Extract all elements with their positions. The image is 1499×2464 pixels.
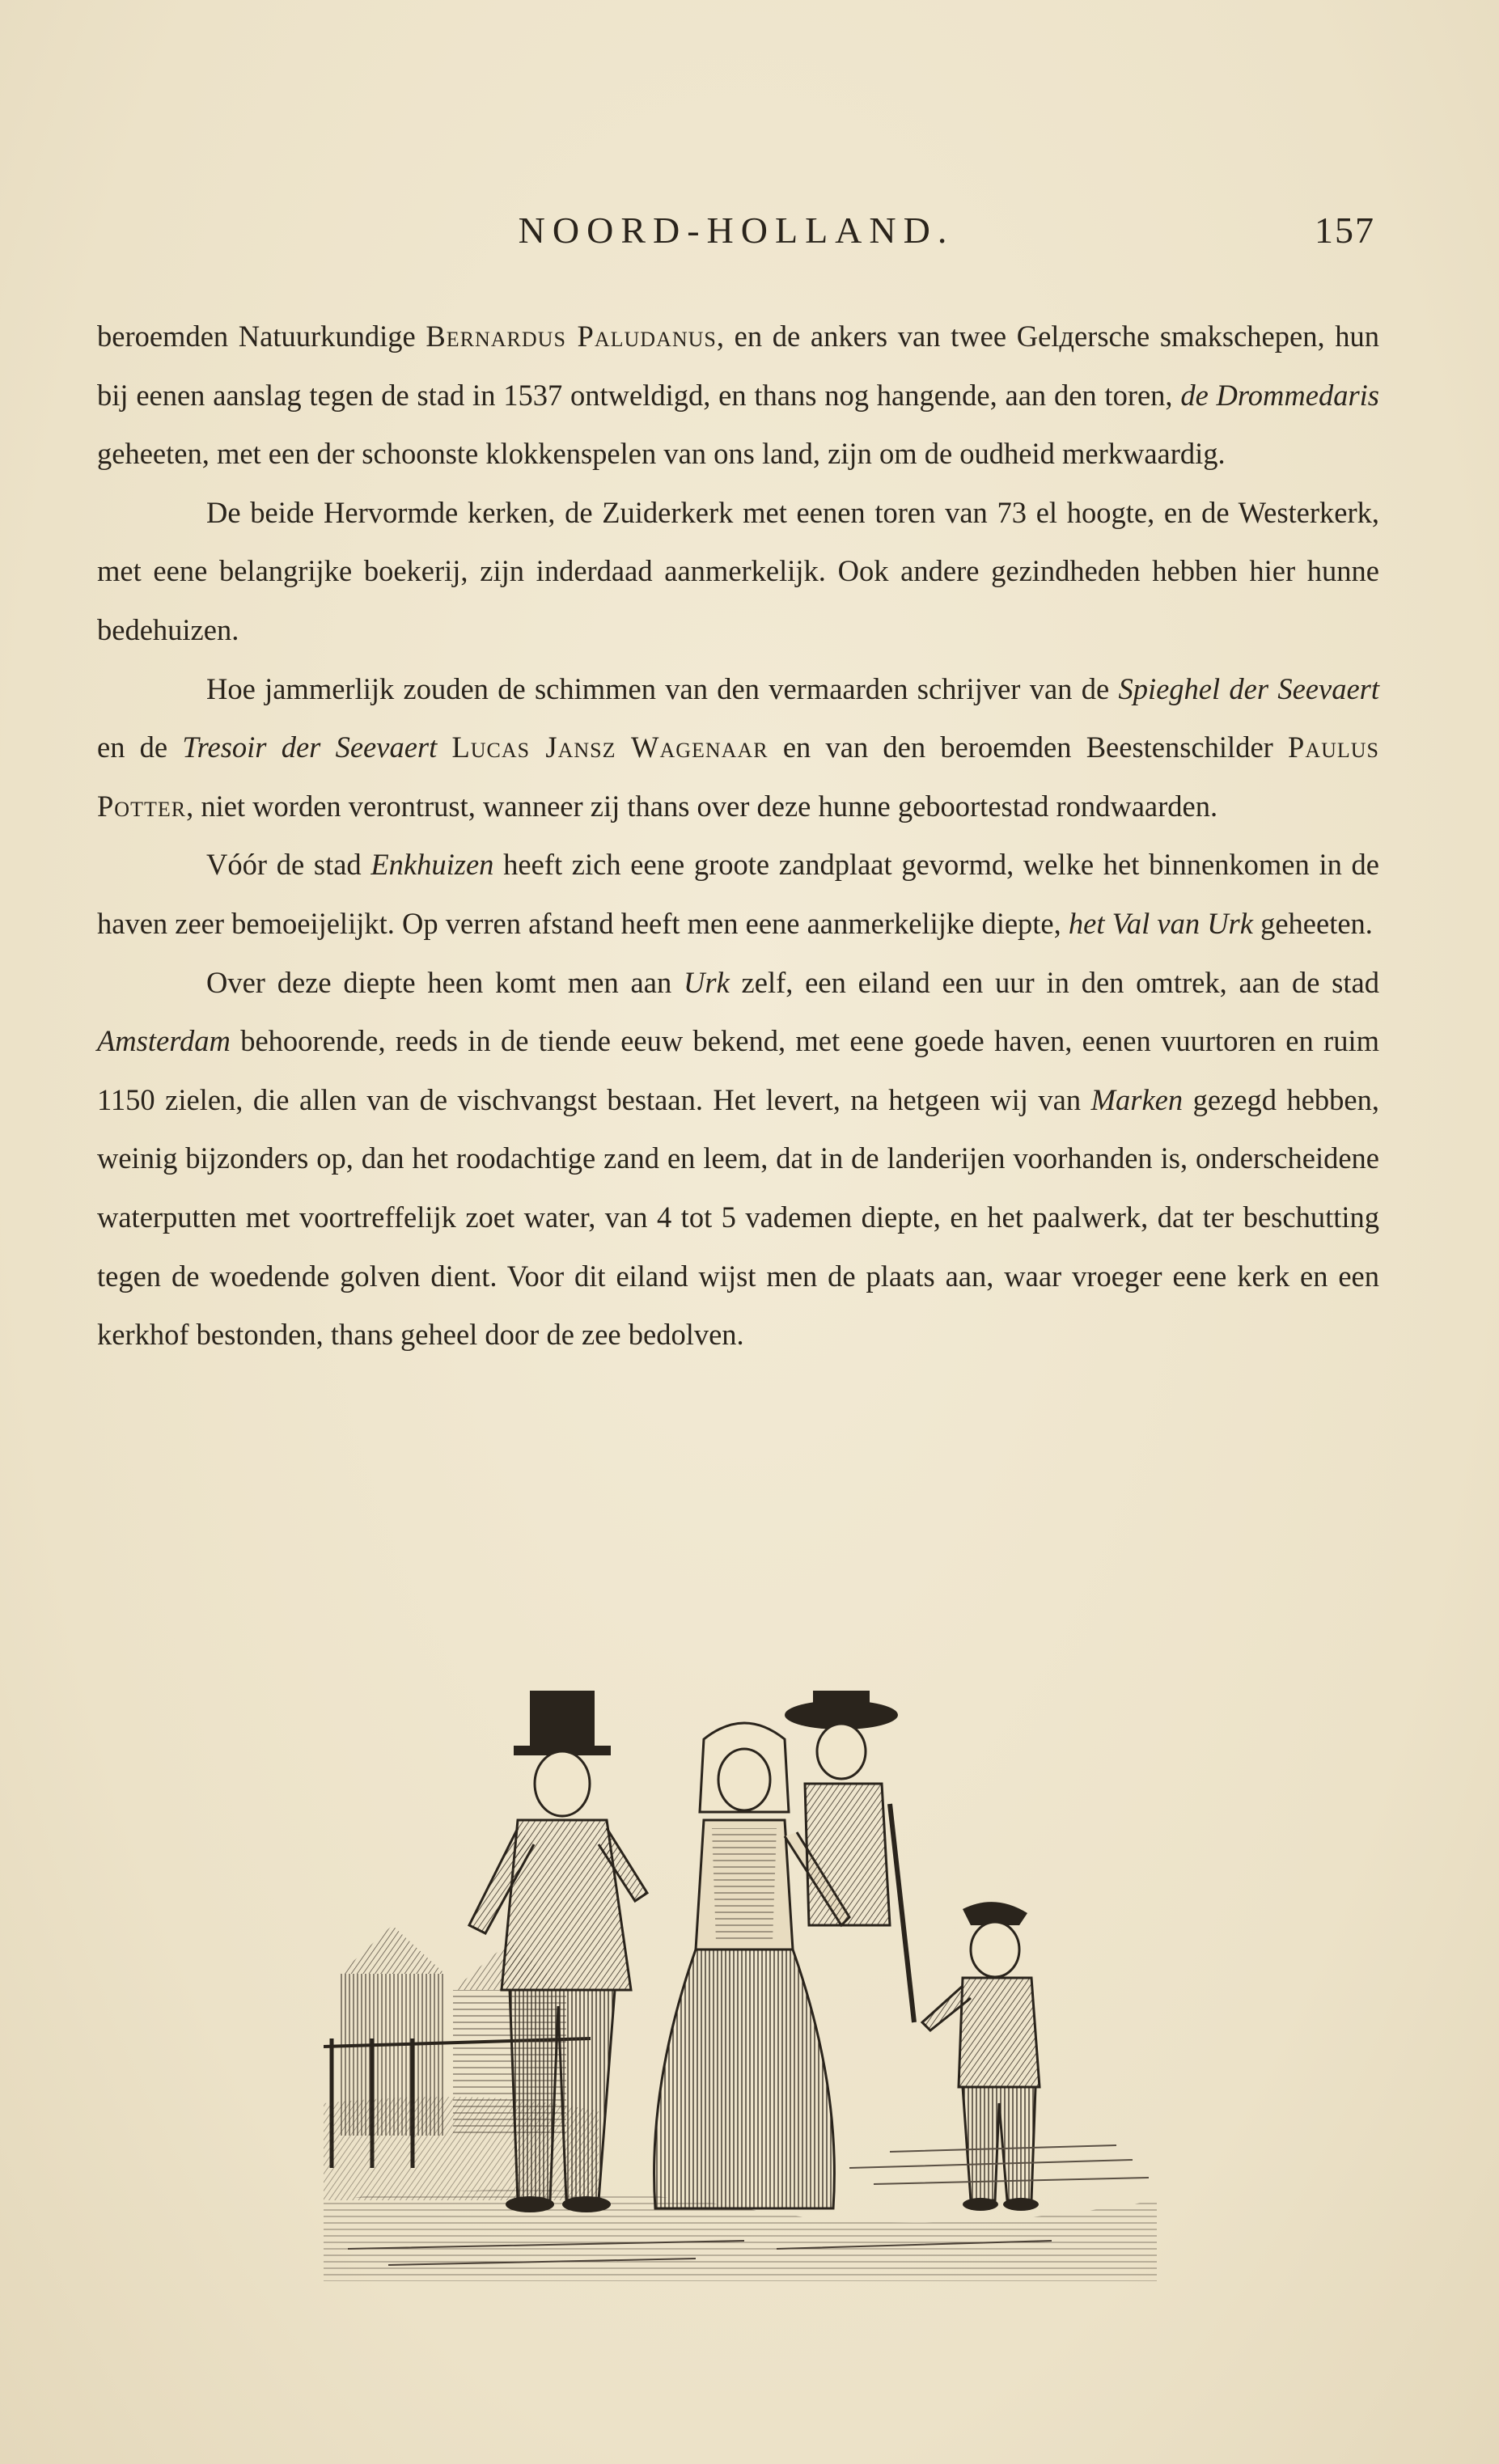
- body-text: [97, 307, 1379, 1365]
- paragraph-3: [97, 660, 1379, 836]
- italic-term: Enkhuizen: [371, 848, 494, 882]
- paragraph-1: [97, 307, 1379, 484]
- italic-term: Amsterdam: [97, 1024, 231, 1058]
- italic-term: de Drommedaris: [1180, 378, 1379, 412]
- italic-term: Spieghel der Seevaert: [1118, 671, 1380, 705]
- text-run: [437, 730, 451, 764]
- paragraph-4: [97, 836, 1379, 953]
- running-head: NOORD-HOLLAND.: [518, 210, 955, 251]
- text-run: geheeten, met een der schoonste klokkenspelen van ons land, zijn om de oudheid merkwaardig.: [97, 437, 1226, 471]
- text-run: Hoe jammerlijk zouden de schimmen van den vermaarden schrijver van de: [206, 671, 1119, 705]
- text-run: Over deze diepte heen komt men aan: [206, 965, 684, 999]
- text-run: behoorende, reeds in de tiende eeuw bekend, met eene goede haven, eenen vuurtoren en ruim 1150 zielen, die allen van de vischvangst bestaan. Het levert, na hetgeen wij van: [97, 1024, 1379, 1116]
- text-run: en de: [97, 730, 183, 764]
- person-name: Paulus Potter: [97, 730, 1380, 823]
- water-lines: [849, 2145, 1149, 2184]
- italic-term: Urk: [684, 965, 730, 999]
- text-run: zelf, een eiland een uur in den omtrek, aan de stad: [729, 965, 1379, 999]
- text-run: , niet worden verontrust, wanneer zij thans over deze hunne geboortestad rondwaarden.: [186, 789, 1218, 823]
- text-run: De beide Hervormde kerken, de Zuiderkerk met eenen toren van 73 el hoogte, en de Westerkerk, met eene belangrijke boekerij, zijn inderdaad aanmerkelijk. Ook andere gezindheden hebben hier hunne bedehuizen.: [97, 495, 1379, 646]
- person-name: Bernardus Paludanus: [426, 320, 717, 353]
- italic-term: het Val van Urk: [1068, 906, 1253, 940]
- italic-term: Marken: [1090, 1082, 1184, 1116]
- paragraph-2: [97, 484, 1379, 660]
- text-run: Vóór de stad: [206, 848, 371, 882]
- page-header: [97, 209, 1375, 265]
- text-run: geheeten.: [1252, 906, 1373, 940]
- text-run: heeft zich eene groote zandplaat gevormd, welke het binnenkomen in de haven zeer bemoeijelijkt. Op verren afstand heeft men eene aanmerkelijke diepte,: [97, 848, 1380, 940]
- family-figures-engraving: [324, 1683, 1157, 2281]
- engraving-illustration: [324, 1683, 1157, 2281]
- italic-term: Tresoir der Seevaert: [182, 730, 438, 764]
- text-run: , en de ankers van twee Gelдersche smakschepen, hun bij eenen aanslag tegen de stad in 1537 ontweldigd, en thans nog hangende, aan den toren,: [97, 320, 1379, 412]
- paragraph-5: [97, 954, 1379, 1365]
- text-run: en van den beroemden Beestenschilder: [768, 730, 1289, 764]
- page-number: 157: [1315, 210, 1375, 251]
- text-run: beroemden Natuurkundige: [97, 320, 426, 353]
- text-run: gezegd hebben, weinig bijzonders op, dan het roodachtige zand en leem, dat in de landerijen voorhanden is, onderscheidene waterputten met voortreffelijk zoet water, van 4 tot 5 vademen diepte, en het paalwerk, dat ter beschutting tegen de woedende golven dient. Voor dit eiland wijst men de plaats aan, waar vroeger eene kerk en een kerkhof bestonden, thans geheel door de zee bedolven.: [97, 1082, 1379, 1352]
- person-name: Lucas Jansz Wagenaar: [451, 730, 769, 764]
